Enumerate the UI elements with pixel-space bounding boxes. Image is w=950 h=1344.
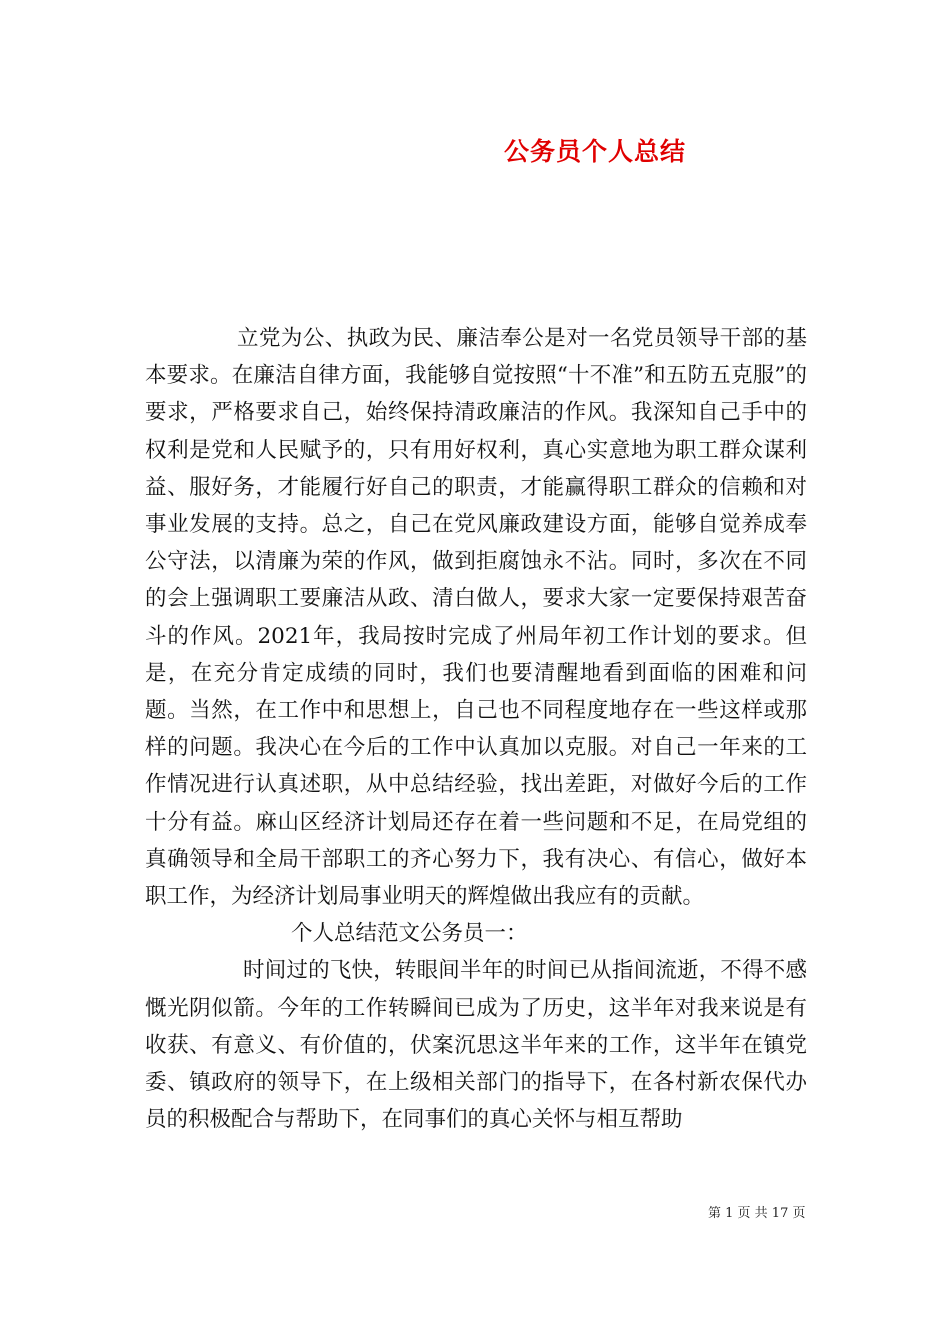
paragraph-2: 时间过的飞快，转眼间半年的时间已从指间流逝，不得不感慨光阴似箭。今年的工作转瞬间已成为了历史，这半年对我来说是有收获、有意义、有价值的，伏案沉思这半年来的工作，这半年在镇党委、镇政府的领导下，在上级相关部门的指导下，在各村新农保代办员的积极配合与帮助下，在同事们的真心关怀与相互帮助 <box>145 958 807 1133</box>
document-title: 公务员个人总结 <box>503 137 686 166</box>
paragraph-1: 立党为公、执政为民、廉洁奉公是对一名党员领导干部的基本要求。在廉洁自律方面，我能够自觉按照“十不准”和五防五克服”的要求，严格要求自己，始终保持清政廉洁的作风。我深知自己手中的权利是党和人民赋予的，只有用好权利，真心实意地为职工群众谋利益、服好务，才能履行好自己的职责，才能赢得职工群众的信赖和对事业发展的支持。总之，自己在党风廉政建设方面，能够自觉养成奉公守法，以清廉为荣的作风，做到拒腐蚀永不沾。同时，多次在不同的会上强调职工要廉洁从政、清白做人，要求大家一定要保持艰苦奋斗的作风。2021年，我局按时完成了州局年初工作计划的要求。但是，在充分肯定成绩的同时，我们也要清醒地看到面临的困难和问题。当然，在工作中和思想上，自己也不同程度地存在一些这样或那样的问题。我决心在今后的工作中认真加以克服。对自己一年来的工作情况进行认真述职，从中总结经验，找出差距，对做好今后的工作十分有益。麻山区经济计划局还存在着一些问题和不足，在局党组的真确领导和全局干部职工的齐心努力下，我有决心、有信心，做好本职工作，为经济计划局事业明天的辉煌做出我应有的贡献。 <box>145 326 807 910</box>
subheading: 个人总结范文公务员一： <box>291 921 528 947</box>
document-body <box>145 320 807 1138</box>
page-number: 第 1 页 共 17 页 <box>708 1206 806 1221</box>
